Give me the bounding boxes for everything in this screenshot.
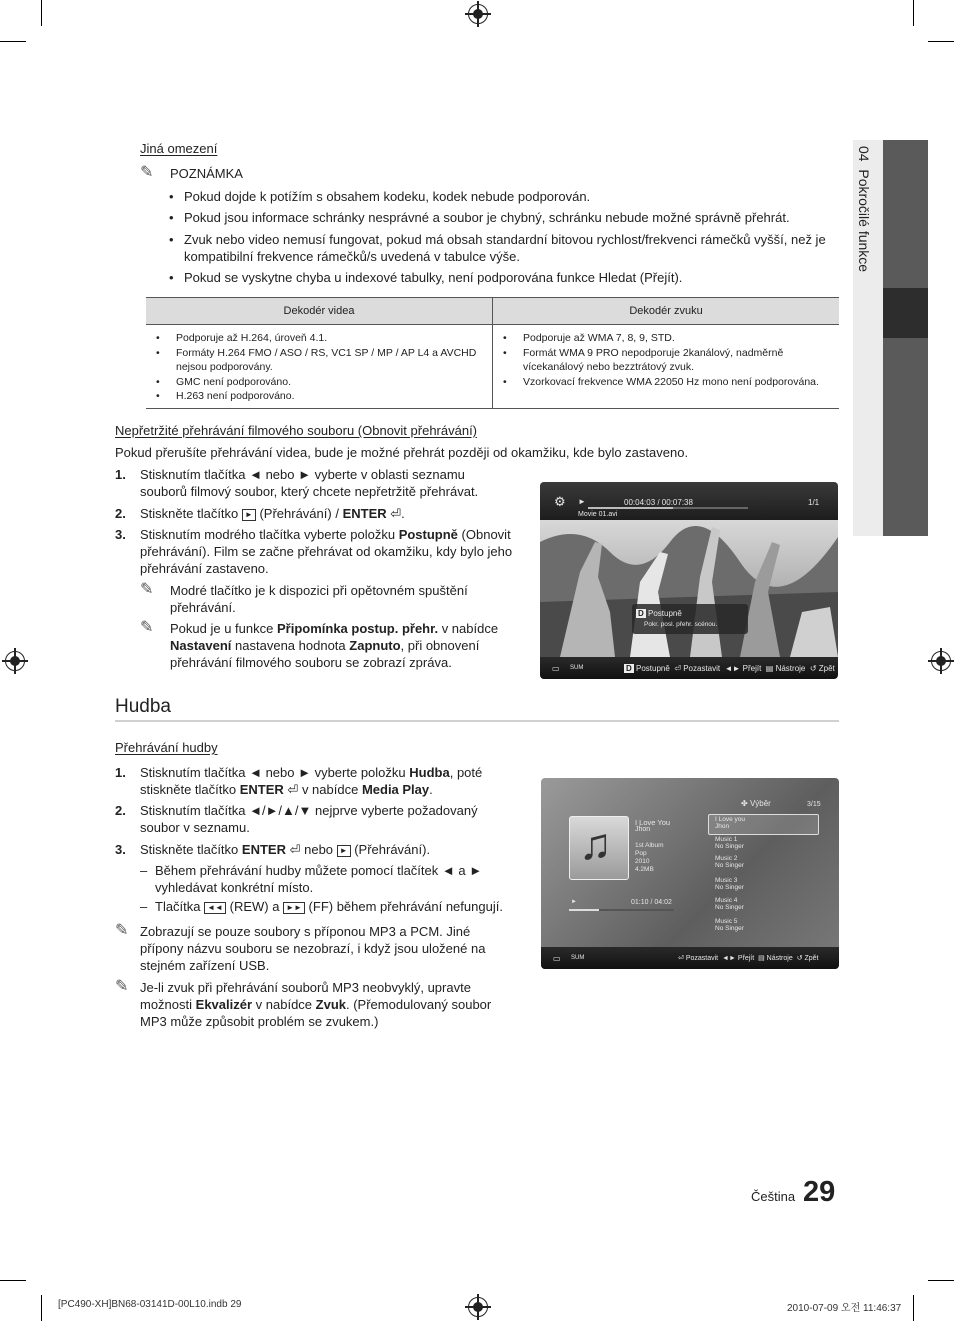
list-item[interactable]: Music 4 No Singer — [715, 897, 744, 911]
list-item[interactable]: I Love you Jhon — [715, 816, 745, 830]
list-item: • Formát WMA 9 PRO nepodporuje 2kanálový, nadměrně vícekanálový nebo bezztrátový zvuk. — [523, 346, 835, 375]
list-item: • Podporuje až H.264, úroveň 4.1. — [176, 331, 488, 346]
play-button-icon: ► — [337, 845, 351, 857]
step-number: 3. — [115, 842, 126, 857]
list-item: • H.263 není podporováno. — [176, 389, 488, 404]
tools-icon: ▤ — [765, 664, 774, 673]
enter-icon: ⏎ — [285, 842, 301, 857]
left-right-arrows-icon: ◄► — [722, 955, 736, 962]
step-number: 2. — [115, 506, 126, 521]
table-cell — [493, 325, 840, 409]
song-artist: Jhon — [635, 826, 651, 833]
d-button-icon: D — [626, 664, 632, 673]
section-heading: Nepřetržité přehrávání filmového souboru (Obnovit přehrávání) — [115, 423, 478, 438]
chapter-tab-block — [883, 338, 928, 536]
list-item[interactable]: Music 3 No Singer — [715, 877, 744, 891]
progress-bar — [588, 507, 748, 509]
section-heading: Jiná omezení — [140, 141, 218, 156]
enter-icon: ⏎ — [674, 664, 681, 673]
song-album: 1st Album — [635, 842, 664, 849]
crop-mark — [41, 0, 42, 26]
progress-fill — [588, 507, 673, 509]
song-title: I Love You — [635, 818, 671, 827]
playback-time: 00:04:03 / 00:07:38 — [624, 498, 693, 507]
registration-mark-icon — [931, 651, 951, 671]
paragraph: Pokud přerušíte přehrávání videa, bude je možné přehrát později od okamžiku, kde bylo zastaveno. — [115, 445, 689, 460]
jump-button[interactable]: Přejít — [737, 955, 755, 962]
step-text: Stisknutím tlačítka ◄/►/▲/▼ nejprve vyberte požadovaný soubor v seznamu. — [140, 803, 478, 835]
note-label: POZNÁMKA — [170, 166, 243, 181]
file-count: 1/1 — [808, 498, 820, 507]
codec-table — [146, 297, 839, 409]
tools-button[interactable]: Nástroje — [766, 955, 793, 962]
usb-icon: ▭ — [553, 954, 561, 963]
list-item: • Pokud se vyskytne chyba u indexové tabulky, není podporována funkce Hledat (Přejít). — [184, 269, 834, 286]
fast-forward-button-icon: ►► — [283, 902, 305, 914]
crop-mark — [928, 41, 954, 42]
return-icon: ↺ — [796, 955, 803, 962]
section-title: Hudba — [115, 696, 171, 717]
dash-text: Tlačítka ◄◄ (REW) a ►► (FF) během přehrávání nefungují. — [155, 899, 503, 914]
list-item: • Zvuk nebo video nemusí fungovat, pokud má obsah standardní bitovou rychlost/frekvenci rámečků vyšší, než je kompatibilní frekvence rámečků/s uvedená v tabulce výše. — [184, 231, 839, 265]
list-item: • Pokud dojde k potížím s obsahem kodeku, kodek nebude podporován. — [184, 188, 834, 205]
enter-icon: ⏎ — [283, 782, 299, 797]
registration-mark-icon — [468, 1297, 488, 1317]
song-genre: Pop — [635, 850, 647, 857]
step-number: 2. — [115, 803, 126, 818]
table-header: Dekodér zvuku — [493, 298, 840, 325]
chapter-tab-label: 04 Pokročilé funkce — [856, 146, 872, 273]
crop-mark — [41, 1295, 42, 1321]
list-item: • Formáty H.264 FMO / ASO / RS, VC1 SP / MP / AP L4 a AVCHD nejsou podporovány. — [176, 346, 488, 375]
page-language: Čeština — [751, 1189, 796, 1204]
music-note-icon: ♫ — [579, 820, 612, 869]
jump-button[interactable]: Přejít — [742, 664, 762, 673]
print-footer-left: [PC490-XH]BN68-03141D-00L10.indb 29 — [58, 1299, 242, 1310]
popup-title: Postupně — [648, 609, 682, 618]
music-player-screenshot — [541, 778, 839, 969]
step-text: Stisknutím tlačítka ◄ nebo ► vyberte v oblasti seznamu souborů filmový soubor, který chcete nepřetržitě přehrávat. — [140, 467, 479, 499]
progress-bar — [569, 909, 674, 911]
note-text: Modré tlačítko je k dispozici při opětovném spuštění přehrávání. — [170, 583, 468, 615]
registration-mark-icon — [468, 4, 488, 24]
player-button-bar — [678, 954, 818, 962]
left-right-arrows-icon: ◄► — [724, 664, 741, 673]
chapter-tab-active — [883, 288, 928, 338]
section-heading: Přehrávání hudby — [115, 740, 218, 755]
registration-mark-icon — [5, 651, 25, 671]
note-pencil-icon: ✎ — [115, 978, 129, 995]
note-text: Zobrazují se pouze soubory s příponou MP3 a PCM. Jiné přípony názvu souboru se nezobrazí, i když jsou uložené na stejném zařízení USB. — [140, 924, 486, 973]
chapter-tab-block — [883, 140, 928, 288]
list-item[interactable]: Music 5 No Singer — [715, 918, 744, 932]
section-divider — [115, 720, 839, 722]
usb-icon: ▭ — [552, 664, 560, 673]
video-player-screenshot — [540, 482, 838, 679]
crop-mark — [913, 0, 914, 26]
step-number: 1. — [115, 765, 126, 780]
crop-mark — [0, 41, 26, 42]
device-label: SUM — [570, 665, 584, 671]
note-pencil-icon: ✎ — [140, 581, 154, 598]
blue-d-button-icon: D — [638, 609, 644, 618]
dash-text: Během přehrávání hudby můžete pomocí tlačítek ◄ a ► vyhledávat konkrétní místo. — [155, 863, 483, 895]
tools-button[interactable]: Nástroje — [775, 664, 806, 673]
pause-button[interactable]: Pozastavit — [685, 955, 719, 962]
resume-button[interactable]: Postupně — [636, 664, 670, 673]
enter-icon: ⏎ — [386, 506, 402, 521]
tools-icon: ▤ — [758, 955, 765, 962]
playback-time: 01:10 / 04:02 — [631, 899, 672, 906]
back-button[interactable]: Zpět — [804, 955, 819, 962]
dash-item: – — [140, 899, 148, 914]
print-footer-right: 2010-07-09 오전 11:46:37 — [787, 1303, 902, 1314]
back-button[interactable]: Zpět — [818, 664, 835, 673]
step-text: Stiskněte tlačítko ENTER ⏎ nebo ► (Přehrávání). — [140, 842, 431, 857]
player-footer — [541, 947, 839, 969]
usb-device-icon: ⚙ — [554, 494, 566, 509]
pause-button[interactable]: Pozastavit — [683, 664, 721, 673]
step-text: Stiskněte tlačítko ► (Přehrávání) / ENTER ⏎. — [140, 506, 405, 521]
step-number: 1. — [115, 467, 126, 482]
note-text: Pokud je u funkce Připomínka postup. přehr. v nabídce Nastavení nastavena hodnota Zapnuto, při obnovení přehrávání filmového souboru se zobrazí zpráva. — [170, 621, 499, 670]
return-icon: ↺ — [809, 664, 817, 673]
note-pencil-icon: ✎ — [140, 164, 154, 181]
step-text: Stisknutím tlačítka ◄ nebo ► vyberte položku Hudba, poté stiskněte tlačítko ENTER ⏎ v nabídce Media Play. — [140, 765, 483, 797]
note-pencil-icon: ✎ — [115, 922, 129, 939]
enter-icon: ⏎ — [678, 955, 684, 962]
table-header: Dekodér videa — [146, 298, 493, 325]
file-name: Movie 01.avi — [578, 511, 618, 518]
page-number: 29 — [803, 1176, 836, 1208]
list-item[interactable]: Music 1 No Singer — [715, 836, 744, 850]
list-item: • Pokud jsou informace schránky nesprávné a soubor je chybný, schránku nebude možné správně přehrát. — [184, 209, 834, 226]
player-footer — [540, 657, 838, 679]
list-item[interactable]: Music 2 No Singer — [715, 855, 744, 869]
play-status-icon: ► — [578, 497, 586, 506]
song-year: 2010 — [635, 858, 650, 865]
song-size: 4.2MB — [635, 866, 654, 873]
list-item: • Vzorkovací frekvence WMA 22050 Hz mono není podporována. — [523, 375, 835, 390]
table-cell — [146, 325, 493, 409]
step-text: Stisknutím modrého tlačítka vyberte položku Postupně (Obnovit přehrávání). Film se začne přehrávat od okamžiku, kdy bylo jeho přehrávání zastaveno. — [140, 527, 513, 576]
step-number: 3. — [115, 527, 126, 542]
popup-text: Pokr. posl. přehr. scénou. — [644, 621, 718, 628]
list-item: • Podporuje až WMA 7, 8, 9, STD. — [523, 331, 835, 346]
dash-item: – — [140, 863, 148, 878]
select-icon: ✤ — [741, 799, 748, 808]
rewind-button-icon: ◄◄ — [204, 902, 226, 914]
select-label: ✤ Výběr — [741, 799, 771, 808]
note-pencil-icon: ✎ — [140, 619, 154, 636]
list-item: • GMC není podporováno. — [176, 375, 488, 390]
device-label: SUM — [571, 955, 585, 961]
file-count: 3/15 — [807, 801, 821, 808]
crop-mark — [928, 1280, 954, 1281]
player-button-bar — [624, 664, 835, 673]
crop-mark — [0, 1280, 26, 1281]
play-button-icon: ► — [242, 509, 256, 521]
resume-popup — [632, 604, 748, 634]
play-status-icon: ► — [571, 899, 577, 905]
crop-mark — [913, 1295, 914, 1321]
note-text: Je-li zvuk při přehrávání souborů MP3 neobvyklý, upravte možnosti Ekvalizér v nabídce Zvuk. (Přemodulovaný soubor MP3 může způsobit problém se zvukem.) — [140, 980, 492, 1029]
progress-fill — [569, 909, 599, 911]
